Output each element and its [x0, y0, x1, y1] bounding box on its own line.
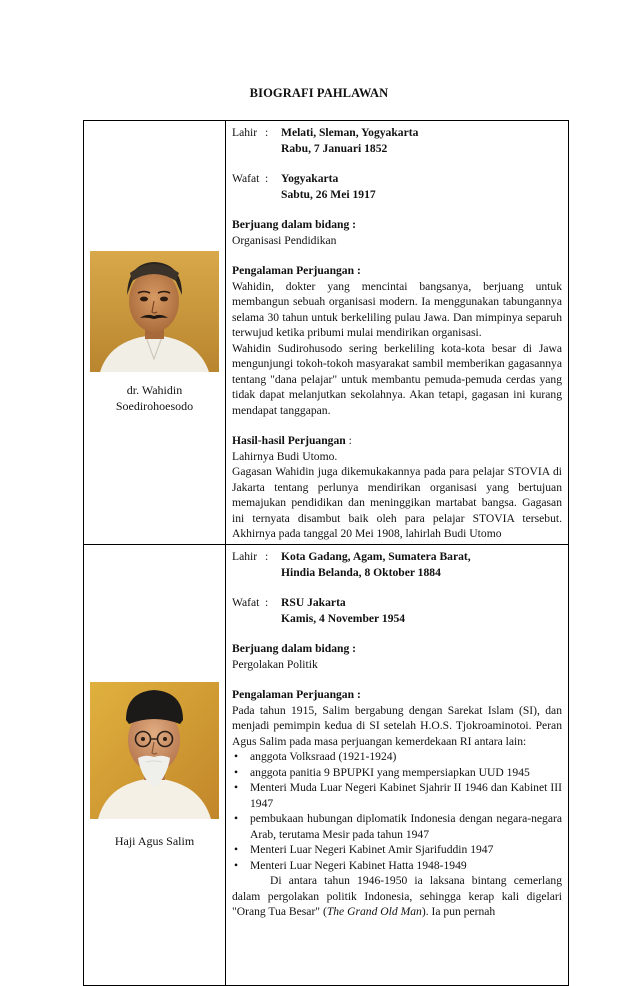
death-row: Wafat : RSU Jakarta Kamis, 4 November 1954	[232, 596, 406, 625]
closing-paragraph: Di antara tahun 1946-1950 ia laksana bintang cemerlang dalam pergolakan politik Indonesia, sehingga kerap kali digelari "Orang Tua Besar" (The Grand Old Man). Ia pun pernah	[232, 874, 562, 918]
experience-paragraph: Wahidin Sudirohusodo sering berkeliling kota-kota besar di Jawa mengunjungi tokoh-tokoh masyarakat sambil memberikan gagasannya tentang "dana pelajar" untuk membantu pemuda-pemuda cerdas yang tidak dapat melanjutkan sekolahnya. Akan tetapi, gagasan ini kurang mendapat tanggapan.	[232, 341, 562, 417]
portrait-cell-wahidin	[84, 121, 226, 545]
list-item: • anggota panitia 9 BPUPKI yang mempersiapkan UUD 1945	[250, 765, 562, 781]
results-paragraph: Gagasan Wahidin juga dikemukakannya pada para pelajar STOVIA di Jakarta tentang perlunya mendirikan organisasi yang bertujuan memajukan pendidikan dan meninggikan martabat bangsa. Gagasan ini ternyata disambut baik oleh para pelajar STOVIA tersebut. Akhirnya pada tanggal 20 Mei 1908, lahirlah Budi Utomo	[232, 465, 562, 540]
birth-row: Lahir : Kota Gadang, Agam, Sumatera Barat, Hindia Belanda, 8 Oktober 1884	[232, 550, 471, 579]
field-value: Pergolakan Politik	[232, 657, 318, 671]
results-paragraph: Lahirnya Budi Utomo.	[232, 449, 338, 463]
birth-row: Lahir : Melati, Sleman, Yogyakarta Rabu, 7 Januari 1852	[232, 126, 419, 155]
results-heading: Hasil-hasil Perjuangan :	[232, 434, 352, 447]
experience-heading: Pengalaman Perjuangan :	[232, 688, 361, 701]
table-row	[84, 121, 569, 545]
experience-heading: Pengalaman Perjuangan :	[232, 264, 361, 277]
hero-name-agus-salim: Haji Agus Salim	[114, 833, 195, 848]
portrait-agus-salim-image	[90, 682, 219, 819]
death-row: Wafat : Yogyakarta Sabtu, 26 Mei 1917	[232, 172, 376, 201]
bio-content-agus-salim	[226, 545, 569, 986]
experience-paragraph: Pada tahun 1915, Salim bergabung dengan Sarekat Islam (SI), dan menjadi pemimpin kedua di SI setelah H.O.S. Tjokroaminotoi. Peran Agus Salim pada masa perjuangan kemerdekaan RI antara lain:	[232, 703, 562, 748]
bio-content-wahidin	[226, 121, 569, 545]
experience-paragraph: Wahidin, dokter yang mencintai bangsanya, berjuang untuk membangun sebuah organisasi modern. Ia menggunakan tabungannya selama 30 tahun untuk berkeliling pulau Jawa. Dan mimpinya separuh terwujud ketika pribumi mulai mendirikan organisasi.	[232, 279, 562, 339]
role-list	[232, 749, 562, 873]
portrait-wahidin-image	[90, 251, 219, 372]
list-item: • Menteri Luar Negeri Kabinet Amir Sjarifuddin 1947	[250, 842, 562, 858]
biography-table	[83, 120, 569, 986]
field-heading: Berjuang dalam bidang :	[232, 218, 357, 231]
portrait-cell-agus-salim	[84, 545, 226, 986]
list-item: • anggota Volksraad (1921-1924)	[250, 749, 562, 765]
hero-name-wahidin: dr. Wahidin Soedirohoesodo	[115, 383, 194, 413]
list-item: • Menteri Luar Negeri Kabinet Hatta 1948-1949	[250, 858, 562, 874]
list-item: • pembukaan hubungan diplomatik Indonesia dengan negara-negara Arab, terutama Mesir pada tahun 1947	[250, 811, 562, 842]
table-row	[84, 545, 569, 986]
field-heading: Berjuang dalam bidang :	[232, 642, 357, 655]
field-value: Organisasi Pendidikan	[232, 233, 337, 247]
page-title: BIOGRAFI PAHLAWAN	[249, 86, 389, 100]
list-item: • Menteri Muda Luar Negeri Kabinet Sjahrir II 1946 dan Kabinet III 1947	[250, 780, 562, 811]
